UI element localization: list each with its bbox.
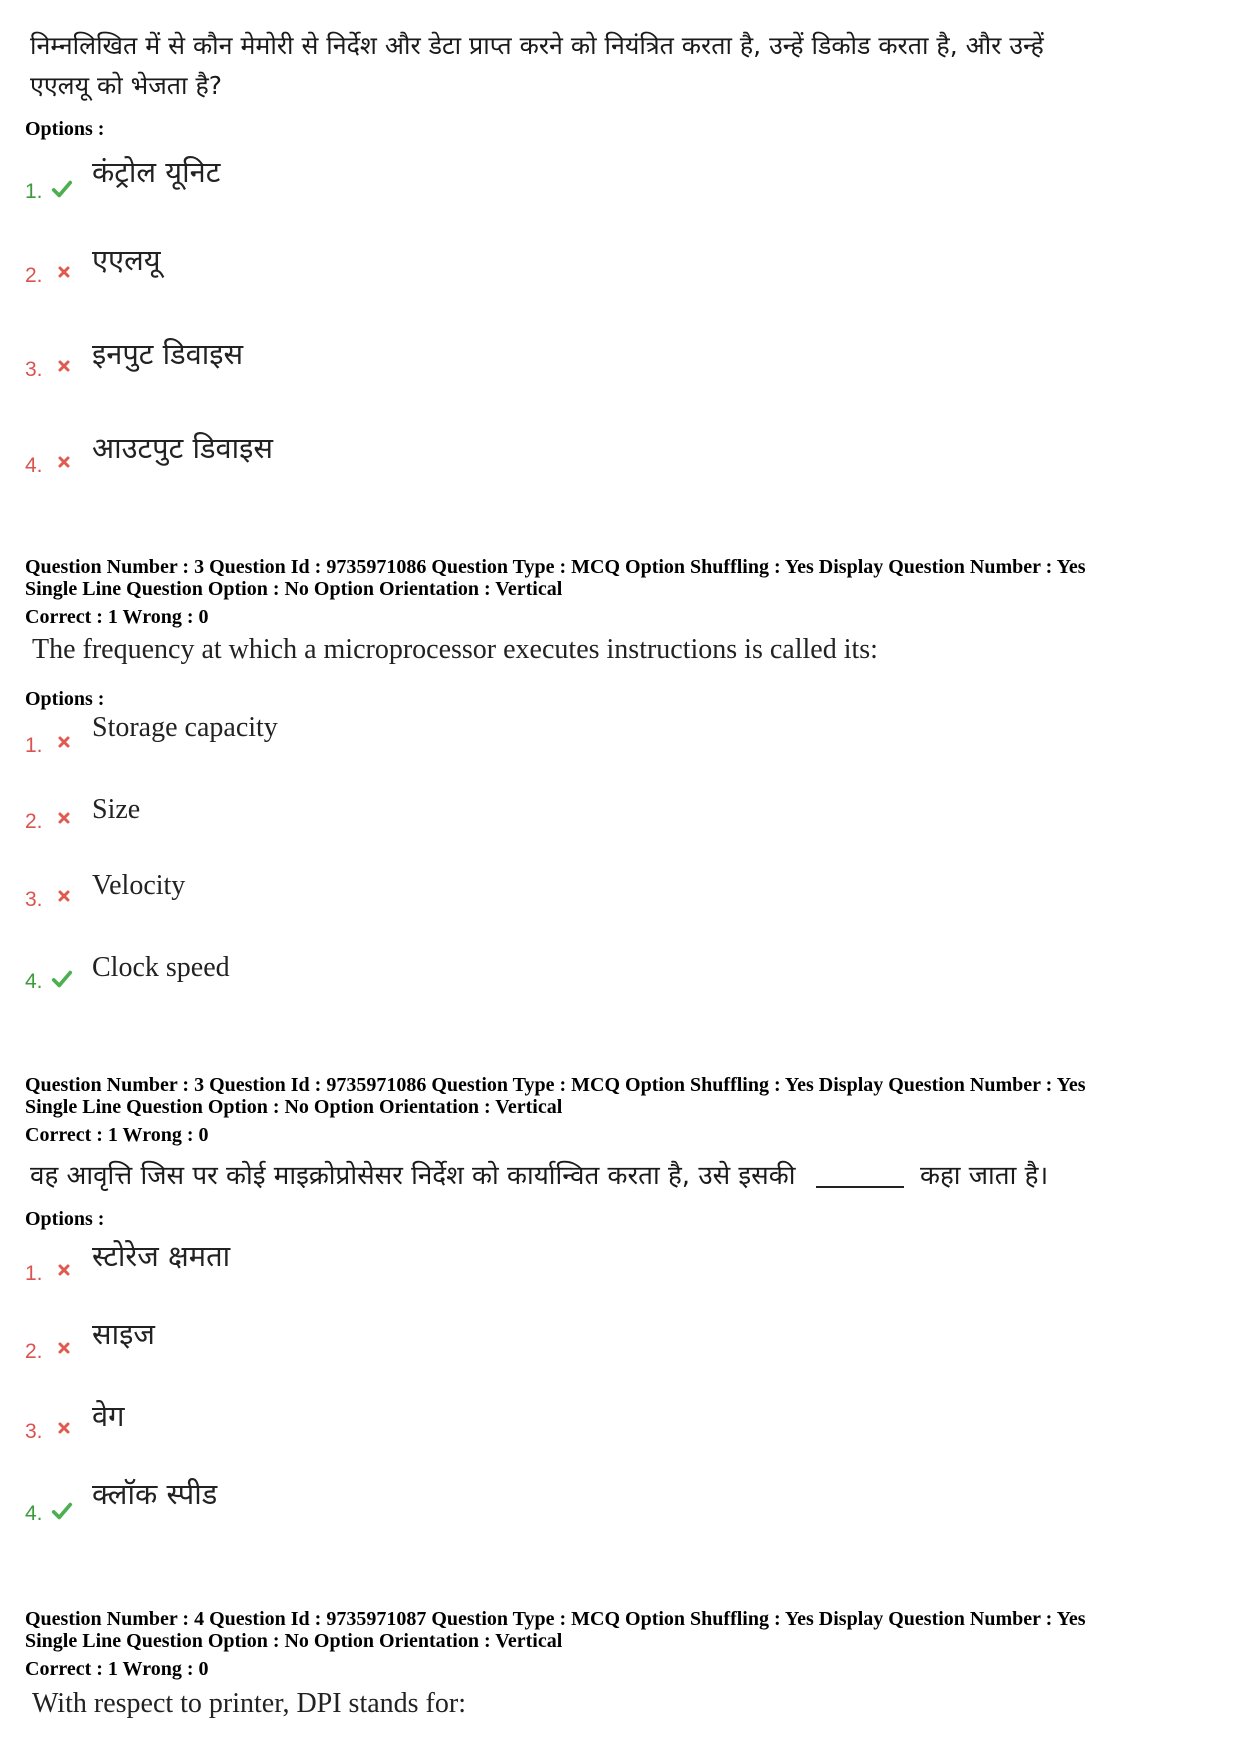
question-text: With respect to printer, DPI stands for: (32, 1688, 466, 1719)
option-number: 2. (25, 264, 43, 287)
score-info: Correct : 1 Wrong : 0 (25, 1124, 209, 1146)
question-meta-line-1: Question Number : 4 Question Id : 9735971087 Question Type : MCQ Option Shuffling : Yes Display Question Number : Yes (25, 1608, 1086, 1630)
correct-check-icon (51, 178, 73, 200)
wrong-cross-icon (56, 358, 72, 374)
options-label: Options : (25, 1208, 105, 1230)
question-meta-line-2: Single Line Question Option : No Option Orientation : Vertical (25, 1096, 563, 1118)
option-text: कंट्रोल यूनिट (92, 155, 221, 189)
question-text-line-2: एएलयू को भेजता है? (30, 71, 223, 100)
option-item (25, 810, 72, 834)
option-text: स्टोरेज क्षमता (92, 1239, 231, 1273)
option-number: 4. (25, 1502, 43, 1525)
wrong-cross-icon (56, 734, 72, 750)
option-text: Clock speed (92, 952, 230, 983)
option-number: 3. (25, 358, 43, 381)
option-text: Size (92, 794, 141, 825)
option-number: 1. (25, 1262, 43, 1285)
option-item (25, 1500, 73, 1526)
option-item (25, 454, 72, 478)
option-item (25, 264, 72, 288)
question-text-part-1: वह आवृत्ति जिस पर कोई माइक्रोप्रोसेसर निर्देश को कार्यान्वित करता है, उसे इसकी (30, 1161, 796, 1191)
option-text: वेग (92, 1399, 125, 1433)
option-item (25, 1340, 72, 1364)
blank-line (816, 1186, 904, 1188)
question-meta-line-1: Question Number : 3 Question Id : 9735971086 Question Type : MCQ Option Shuffling : Yes Display Question Number : Yes (25, 1074, 1086, 1096)
wrong-cross-icon (56, 888, 72, 904)
option-number: 3. (25, 1420, 43, 1443)
option-number: 2. (25, 1340, 43, 1363)
option-item (25, 734, 72, 758)
option-text: Storage capacity (92, 712, 278, 743)
option-text: क्लॉक स्पीड (92, 1477, 218, 1511)
option-number: 2. (25, 810, 43, 833)
option-number: 1. (25, 734, 43, 757)
question-text (30, 1156, 1048, 1196)
score-info: Correct : 1 Wrong : 0 (25, 606, 209, 628)
option-number: 4. (25, 970, 43, 993)
wrong-cross-icon (56, 454, 72, 470)
option-text: आउटपुट डिवाइस (92, 431, 273, 465)
question-text: The frequency at which a microprocessor executes instructions is called its: (32, 634, 878, 665)
option-item (25, 968, 73, 994)
option-item (25, 1262, 72, 1286)
wrong-cross-icon (56, 1340, 72, 1356)
wrong-cross-icon (56, 1420, 72, 1436)
question-meta-line-2: Single Line Question Option : No Option Orientation : Vertical (25, 578, 563, 600)
correct-check-icon (51, 1500, 73, 1522)
question-text-line-1: निम्नलिखित में से कौन मेमोरी से निर्देश और डेटा प्राप्त करने को नियंत्रित करता है, उन्हें डिकोड करता है, और उन्हें (30, 31, 1044, 60)
score-info: Correct : 1 Wrong : 0 (25, 1658, 209, 1680)
option-item (25, 358, 72, 382)
options-label: Options : (25, 118, 105, 140)
question-meta-line-1: Question Number : 3 Question Id : 9735971086 Question Type : MCQ Option Shuffling : Yes Display Question Number : Yes (25, 556, 1086, 578)
option-text: Velocity (92, 870, 186, 901)
option-number: 4. (25, 454, 43, 477)
option-number: 1. (25, 180, 43, 203)
option-item (25, 178, 73, 204)
question-text-part-2: कहा जाता है। (919, 1161, 1049, 1191)
wrong-cross-icon (56, 810, 72, 826)
option-number: 3. (25, 888, 43, 911)
wrong-cross-icon (56, 264, 72, 280)
option-text: एएलयू (92, 243, 161, 277)
option-item (25, 888, 72, 912)
question-meta-line-2: Single Line Question Option : No Option Orientation : Vertical (25, 1630, 563, 1652)
wrong-cross-icon (56, 1262, 72, 1278)
option-item (25, 1420, 72, 1444)
options-label: Options : (25, 688, 105, 710)
correct-check-icon (51, 968, 73, 990)
option-text: साइज (92, 1317, 155, 1351)
option-text: इनपुट डिवाइस (92, 337, 244, 371)
